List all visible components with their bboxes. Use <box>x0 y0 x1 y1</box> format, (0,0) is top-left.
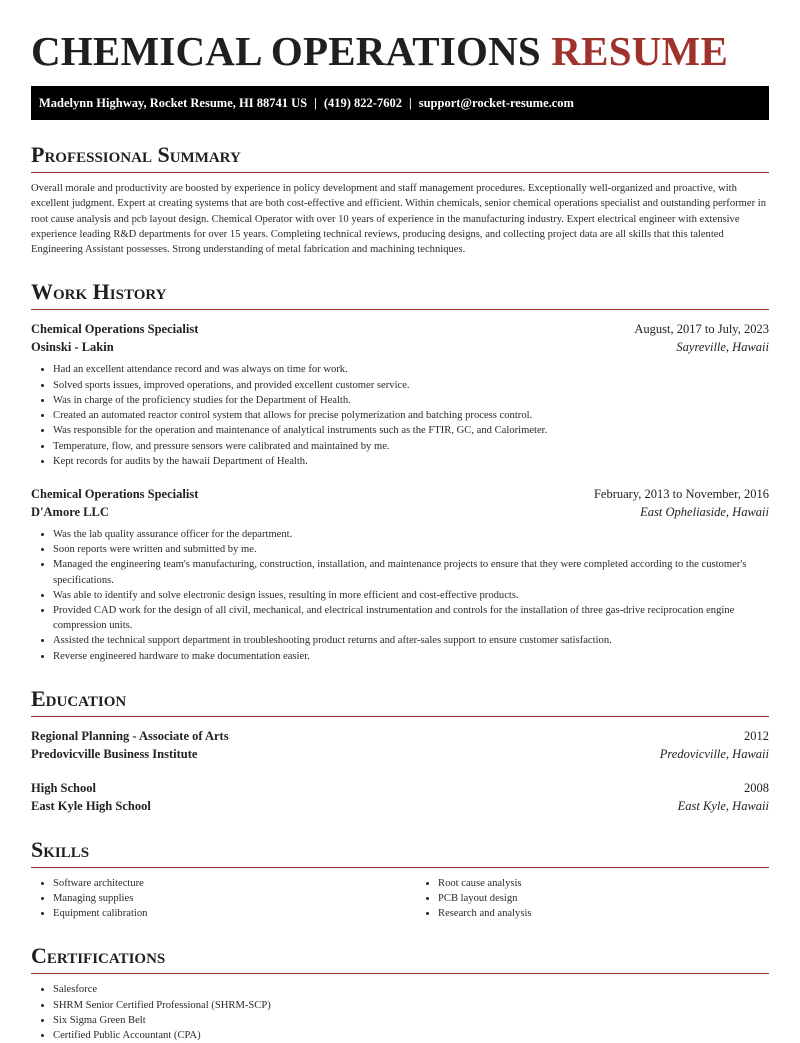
list-item: • Solved sports issues, improved operations, and provided excellent customer service. <box>53 378 769 393</box>
list-item: • Assisted the technical support department in troubleshooting product returns and after-sales support to ensure customer satisfaction. <box>53 633 769 648</box>
job-bullets <box>31 362 769 468</box>
job-entry <box>31 485 769 664</box>
list-item: • Provided CAD work for the design of all civil, mechanical, and electrical instrumentation and controls for the installation of three gas-drive reciprocation engine compression units. <box>53 603 769 633</box>
summary-heading: Professional Summary <box>31 142 769 173</box>
list-item: • Kept records for audits by the hawaii Department of Health. <box>53 454 769 469</box>
job-role: Chemical Operations Specialist <box>31 486 199 501</box>
skills-heading: Skills <box>31 837 769 868</box>
list-item: • Created an automated reactor control system that allows for precise polymerization and batching process control. <box>53 408 769 423</box>
job-location: East Opheliaside, Hawaii <box>640 504 769 519</box>
skill-item: • Root cause analysis <box>438 876 800 891</box>
job-dates: August, 2017 to July, 2023 <box>634 322 769 337</box>
job-role: Chemical Operations Specialist <box>31 322 199 337</box>
edu-year: 2008 <box>744 780 769 795</box>
skill-item: • Equipment calibration <box>53 906 416 921</box>
work-history-heading: Work History <box>31 279 769 310</box>
title-main: CHEMICAL OPERATIONS <box>31 28 541 74</box>
education-heading: Education <box>31 686 769 717</box>
job-location: Sayreville, Hawaii <box>676 340 769 355</box>
skill-item: • PCB layout design <box>438 891 800 906</box>
skills-columns <box>31 876 769 922</box>
contact-bar <box>31 86 769 120</box>
skill-item: • Software architecture <box>53 876 416 891</box>
certification-item: • Certified Public Accountant (CPA) <box>53 1028 769 1043</box>
list-item: • Had an excellent attendance record and was always on time for work. <box>53 362 769 377</box>
list-item: • Was able to identify and solve electronic design issues, resulting in more efficient and cost-effective products. <box>53 588 769 603</box>
certification-item: • Six Sigma Green Belt <box>53 1013 769 1028</box>
skills-left <box>31 876 416 922</box>
certifications-list <box>31 982 769 1043</box>
edu-school: Predovicville Business Institute <box>31 746 198 761</box>
edu-degree: Regional Planning - Associate of Arts <box>31 728 229 743</box>
list-item: • Was the lab quality assurance officer for the department. <box>53 527 769 542</box>
list-item: • Was responsible for the operation and maintenance of analytical instruments such as the FTIR, GC, and Calorimeter. <box>53 423 769 438</box>
edu-location: Predovicville, Hawaii <box>659 746 769 761</box>
edu-degree: High School <box>31 780 96 795</box>
job-dates: February, 2013 to November, 2016 <box>593 486 769 501</box>
list-item: • Soon reports were written and submitted by me. <box>53 542 769 557</box>
job-company: Osinski - Lakin <box>31 340 114 355</box>
skill-item: • Managing supplies <box>53 891 416 906</box>
certifications-heading: Certifications <box>31 943 769 974</box>
contact-email[interactable]: support@rocket-resume.com <box>418 96 574 110</box>
job-bullets <box>31 527 769 664</box>
resume-page <box>31 0 769 1043</box>
summary-text: Overall morale and productivity are boosted by experience in policy development and staff management procedures. Exceptionally well-organized and proactive, with excellent judgment. Expert at creating systems that are both cost-effective and efficient. Within chemicals, senior chemical operations specialist and outstanding performer in root cause analysis and pcb layout design. Chemical Operator with over 10 years of experience in the manufacturing industry. Expert electrical engineer with extensive experience leading R&D departments for over 15 years. Completing technical reviews, producing designs, and collecting project data are all skills that this talented Engineering Assistant possesses. Strong understanding of metal fabrication and machining techniques. <box>31 183 767 256</box>
list-item: • Was in charge of the proficiency studies for the Department of Health. <box>53 393 769 408</box>
education-entry <box>31 727 769 763</box>
list-item: • Temperature, flow, and pressure sensors were calibrated and maintained by me. <box>53 439 769 454</box>
edu-year: 2012 <box>744 728 769 743</box>
skill-item: • Research and analysis <box>438 906 800 921</box>
education-entry <box>31 779 769 815</box>
contact-address: Madelynn Highway, Rocket Resume, HI 88741 US <box>39 96 308 110</box>
title-accent: RESUME <box>551 28 728 74</box>
contact-separator: | <box>314 96 317 110</box>
skills-right <box>416 876 800 922</box>
edu-school: East Kyle High School <box>31 798 151 813</box>
job-entry <box>31 320 769 468</box>
edu-location: East Kyle, Hawaii <box>677 798 769 813</box>
certification-item: • SHRM Senior Certified Professional (SHRM-SCP) <box>53 998 769 1013</box>
resume-title <box>31 28 769 74</box>
certifications-bullets <box>31 982 769 1043</box>
list-item: • Reverse engineered hardware to make documentation easier. <box>53 649 769 664</box>
list-item: • Managed the engineering team's manufacturing, construction, installation, and maintenance projects to ensure that they were completed according to the customer's specifications. <box>53 557 769 587</box>
contact-separator: | <box>408 96 412 110</box>
certification-item: • Salesforce <box>53 982 769 997</box>
job-company: D'Amore LLC <box>31 504 109 519</box>
contact-phone[interactable]: (419) 822-7602 <box>323 96 402 110</box>
